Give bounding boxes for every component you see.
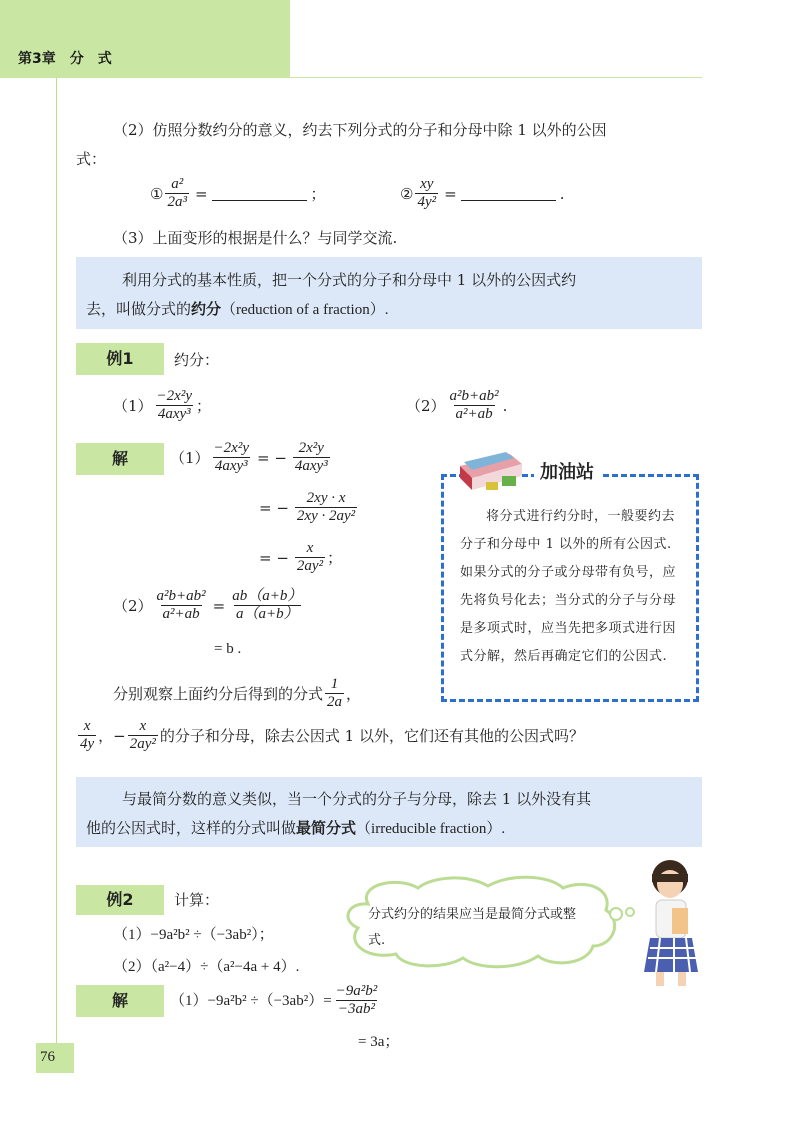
observe-fraction1: $\frac{1}{2a}$ — [327, 676, 343, 710]
definition1-term: 约分 — [191, 300, 222, 318]
observe-comma1: ， — [346, 684, 362, 703]
solution1-step1 — [170, 440, 332, 475]
solution2-label: 解 — [76, 985, 164, 1017]
s1-left-fraction: $\frac{\text{−2x²y}}{\text{4axy³}}$ — [213, 440, 249, 474]
s1-right3-fraction: $\frac{x}{\text{2ay²}}$ — [296, 540, 324, 574]
solution2-step1 — [170, 983, 381, 1018]
chapter-title: 第3章 分 式 — [18, 51, 112, 67]
item1-end: ； — [310, 184, 326, 203]
example2-q1: （1）−9a²b² ÷（−3ab²）； — [113, 927, 274, 943]
item2-fraction: $\frac{xy}{\text{4y²}}$ — [417, 176, 437, 210]
solution1-part2 — [113, 588, 306, 623]
solution2-left: （1）−9a²b² ÷（−3ab²）= — [170, 992, 332, 1009]
s1-right-fraction: $\frac{\text{2x²y}}{\text{4axy³}}$ — [294, 440, 328, 474]
s1-eq1: = − — [256, 448, 287, 467]
example2-q2: （2）（a²−4）÷（a²−4a + 4）. — [113, 959, 300, 975]
part2-line2: 式： — [76, 150, 107, 168]
q1-prefix: （1） — [113, 396, 153, 415]
cloud-text: 分式约分的结果应当是最简分式或整式. — [368, 907, 577, 948]
s1-eq2: = − — [259, 498, 289, 517]
item2-end: . — [559, 184, 565, 203]
s1-end: ； — [327, 548, 343, 567]
solution2-fraction: $\frac{\text{−9a²b²}}{\text{−3ab²}}$ — [335, 983, 378, 1017]
observe-text2: 的分子和分母，除去公因式 1 以外，它们还有其他的公因式吗？ — [159, 726, 584, 745]
s1-eq3: = − — [259, 548, 289, 567]
solution1-step2 — [259, 490, 359, 525]
solution2-step2: = 3a； — [358, 1034, 400, 1050]
definition2-text-b: （irreducible fraction）. — [356, 821, 506, 837]
definition1-text-b: （reduction of a fraction）. — [221, 302, 389, 318]
part2-item1 — [150, 176, 326, 211]
definition1-line2 — [86, 297, 388, 322]
part3-line: （3）上面变形的根据是什么？与同学交流. — [113, 229, 398, 247]
s2-prefix: （2） — [113, 596, 153, 615]
s1-right2-fraction: $\frac{2xy \cdot x}{\text{2xy · 2ay²}}$ — [296, 490, 356, 524]
observe-fraction3: $\frac{x}{\text{2ay²}}$ — [129, 718, 156, 752]
observe-text1: 分别观察上面约分后得到的分式 — [113, 684, 324, 703]
q1-end: ； — [195, 396, 211, 415]
part2-item2 — [400, 176, 564, 211]
definition1-line1: 利用分式的基本性质，把一个分式的分子和分母中 1 以外的公因式约 — [122, 271, 577, 289]
s2-eq1: = — [212, 596, 226, 615]
tip-title: 加油站 — [534, 458, 600, 484]
example1-q2 — [406, 388, 507, 423]
item2-equals: = — [444, 184, 457, 203]
observe-line1 — [113, 676, 361, 711]
header-rule — [290, 77, 702, 78]
solution1-part2-result: = b . — [214, 641, 242, 657]
item1-blank — [212, 186, 307, 201]
item1-mark: ① — [150, 184, 164, 203]
example1-q1 — [113, 388, 211, 423]
student-girl-illustration — [636, 858, 706, 988]
q1-fraction: $\frac{\text{−2x²y}}{\text{4axy³}}$ — [156, 388, 192, 422]
s2-left-fraction: $\frac{\text{a²b+ab²}}{\text{a²+ab}}$ — [156, 588, 206, 622]
item2-blank — [461, 186, 556, 201]
margin-rule — [56, 78, 57, 1058]
q2-fraction: $\frac{\text{a²b+ab²}}{\text{a²+ab}}$ — [449, 388, 499, 422]
example1-task: 约分： — [174, 351, 220, 369]
book-stack-icon — [456, 444, 526, 496]
page-number: 76 — [40, 1049, 55, 1065]
tip-text: 将分式进行约分时，一般要约去分子和分母中 1 以外的所有公因式. 如果分式的分子或分母带有负号，应先将负号化去；当分式的分子与分母是多项式时，应当先把多项式进行因式分解，然后再确定它们的公因式. — [460, 509, 677, 664]
item1-fraction: $\frac{\text{a²}}{\text{2a³}}$ — [167, 176, 187, 210]
solution1-step3 — [259, 540, 342, 575]
definition2-text-a: 他的公因式时，这样的分式叫做 — [86, 819, 297, 837]
q2-prefix: （2） — [406, 396, 446, 415]
s1-prefix: （1） — [170, 448, 210, 467]
example1-label: 例1 — [76, 343, 164, 375]
s2-right-fraction: $\frac{ab(a+b)}{a(a+b)}$ — [232, 588, 303, 622]
part2-line1: （2）仿照分数约分的意义，约去下列分式的分子和分母中除 1 以外的公因 — [113, 121, 607, 139]
definition2-line2 — [86, 816, 505, 841]
definition1-text-a: 去，叫做分式的 — [86, 300, 192, 318]
item2-mark: ② — [400, 184, 414, 203]
example2-label: 例2 — [76, 885, 164, 915]
example2-task: 计算： — [174, 891, 220, 909]
definition2-line1: 与最简分数的意义类似，当一个分式的分子与分母，除去 1 以外没有其 — [122, 790, 592, 808]
solution1-label: 解 — [76, 443, 164, 475]
observe-line2 — [76, 718, 584, 753]
observe-comma2: ，− — [98, 726, 126, 745]
q2-end: . — [502, 396, 508, 415]
definition2-term: 最简分式 — [296, 819, 357, 837]
item1-equals: = — [194, 184, 208, 203]
observe-fraction2: $\frac{x}{4y}$ — [80, 718, 95, 752]
